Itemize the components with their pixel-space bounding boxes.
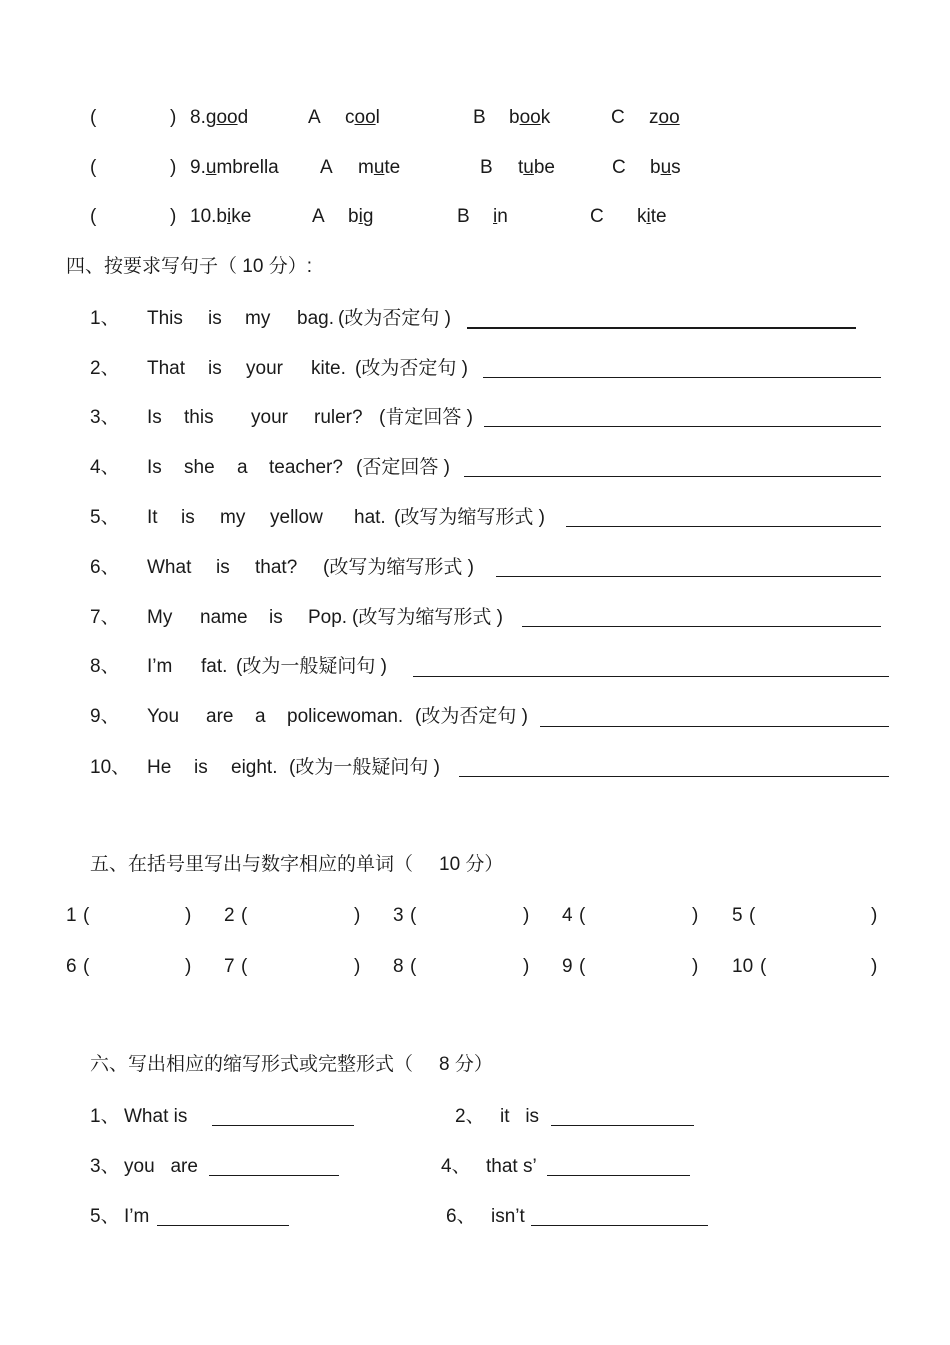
option-b-label: B [473,107,486,128]
answer-line[interactable] [531,1225,708,1226]
paren-open: ( [760,956,767,977]
number-label: 4 [562,905,573,926]
word: fat. [201,656,228,677]
item-number: 6、 [90,557,120,578]
word: You [147,706,180,727]
option-a-word: mute [358,157,401,178]
answer-line[interactable] [540,726,889,727]
paren-close: ) [354,905,361,926]
section-4-heading: 四、按要求写句子（ 10 分）: [66,256,312,277]
word: is [181,507,195,528]
item-number: 2、 [455,1106,485,1127]
answer-paren-close: ) [170,206,177,227]
item-text: you are [124,1156,198,1177]
word: He [147,757,172,778]
option-b-label: B [480,157,493,178]
question-word: 8.good [190,107,249,128]
word: a [255,706,266,727]
word: What [147,557,192,578]
item-number: 9、 [90,706,120,727]
answer-line[interactable] [551,1125,694,1126]
answer-paren-close: ) [170,157,177,178]
instruction: (改为否定句 ) [338,308,451,329]
instruction: (改写为缩写形式 ) [394,507,545,528]
word: I’m [147,656,173,677]
word: this [184,407,214,428]
word: teacher? [269,457,343,478]
option-c-word: bus [650,157,681,178]
paren-open: ( [83,956,90,977]
number-label: 7 [224,956,235,977]
paren-open: ( [410,905,417,926]
word: that? [255,557,298,578]
option-a-label: A [312,206,325,227]
option-b-label: B [457,206,470,227]
item-number: 7、 [90,607,120,628]
item-number: 5、 [90,1206,120,1227]
item-number: 4、 [90,457,120,478]
word: This [147,308,183,329]
word: a [237,457,248,478]
paren-close: ) [692,905,699,926]
word: name [200,607,248,628]
word: It [147,507,158,528]
section-5-heading: 五、在括号里写出与数字相应的单词（ 10 分） [90,854,504,875]
word: That [147,358,186,379]
item-number: 5、 [90,507,120,528]
option-b-word: tube [518,157,555,178]
paren-open: ( [579,905,586,926]
word: Pop. [308,607,348,628]
answer-paren-close: ) [170,107,177,128]
number-label: 2 [224,905,235,926]
option-c-label: C [590,206,604,227]
word: hat. [354,507,386,528]
answer-line[interactable] [566,526,881,527]
answer-line[interactable] [157,1225,289,1226]
answer-line[interactable] [484,426,881,427]
option-c-word: kite [637,206,667,227]
number-label: 1 [66,905,77,926]
paren-close: ) [185,905,192,926]
option-a-label: A [320,157,333,178]
item-number: 2、 [90,358,120,379]
question-word: 9.umbrella [190,157,279,178]
item-number: 4、 [441,1156,471,1177]
paren-close: ) [692,956,699,977]
answer-paren-open: ( [90,206,97,227]
instruction: (改为否定句 ) [415,706,528,727]
instruction: (改为一般疑问句 ) [289,757,440,778]
answer-line[interactable] [547,1175,690,1176]
paren-open: ( [241,956,248,977]
answer-line[interactable] [459,776,889,777]
word: my [220,507,246,528]
item-text: I’m [124,1206,150,1227]
instruction: (改为一般疑问句 ) [236,656,387,677]
item-number: 3、 [90,407,120,428]
word: bag. [297,308,334,329]
word: is [269,607,283,628]
paren-close: ) [871,956,878,977]
answer-paren-open: ( [90,107,97,128]
answer-line[interactable] [483,377,881,378]
paren-open: ( [83,905,90,926]
word: Is [147,457,162,478]
option-b-word: in [493,206,508,227]
paren-open: ( [579,956,586,977]
section-6-heading: 六、写出相应的缩写形式或完整形式（ 8 分） [90,1054,493,1075]
item-text: that s’ [486,1156,537,1177]
word: is [208,358,222,379]
instruction: (否定回答 ) [356,457,450,478]
paren-close: ) [354,956,361,977]
word: my [245,308,271,329]
answer-line[interactable] [467,327,856,329]
paren-open: ( [410,956,417,977]
number-label: 9 [562,956,573,977]
word: is [216,557,230,578]
item-number: 8、 [90,656,120,677]
answer-line[interactable] [522,626,881,627]
option-c-label: C [612,157,626,178]
item-number: 1、 [90,308,120,329]
item-number: 1、 [90,1106,120,1127]
word: ruler? [314,407,363,428]
word: My [147,607,173,628]
option-a-word: cool [345,107,380,128]
word: your [246,358,283,379]
paren-open: ( [749,905,756,926]
number-label: 3 [393,905,404,926]
option-c-label: C [611,107,625,128]
word: kite. [311,358,346,379]
item-text: What is [124,1106,188,1127]
question-word: 10.bike [190,206,252,227]
word: is [194,757,208,778]
answer-line[interactable] [464,476,881,477]
answer-line[interactable] [413,676,889,677]
instruction: (改写为缩写形式 ) [352,607,503,628]
item-number: 10、 [90,757,131,778]
instruction: (改写为缩写形式 ) [323,557,474,578]
instruction: (肯定回答 ) [379,407,473,428]
item-number: 6、 [446,1206,476,1227]
answer-line[interactable] [496,576,881,577]
word: she [184,457,215,478]
answer-paren-open: ( [90,157,97,178]
answer-line[interactable] [209,1175,339,1176]
option-c-word: zoo [649,107,680,128]
option-b-word: book [509,107,551,128]
word: your [251,407,288,428]
option-a-label: A [308,107,321,128]
number-label: 6 [66,956,77,977]
option-a-word: big [348,206,374,227]
word: policewoman. [287,706,404,727]
paren-close: ) [523,956,530,977]
number-label: 5 [732,905,743,926]
word: Is [147,407,162,428]
number-label: 8 [393,956,404,977]
item-text: isn’t [491,1206,525,1227]
item-text: it is [500,1106,540,1127]
paren-close: ) [185,956,192,977]
word: eight. [231,757,278,778]
paren-close: ) [871,905,878,926]
word: yellow [270,507,323,528]
word: are [206,706,234,727]
paren-open: ( [241,905,248,926]
word: is [208,308,222,329]
number-label: 10 [732,956,754,977]
answer-line[interactable] [212,1125,354,1126]
instruction: (改为否定句 ) [355,358,468,379]
paren-close: ) [523,905,530,926]
item-number: 3、 [90,1156,120,1177]
